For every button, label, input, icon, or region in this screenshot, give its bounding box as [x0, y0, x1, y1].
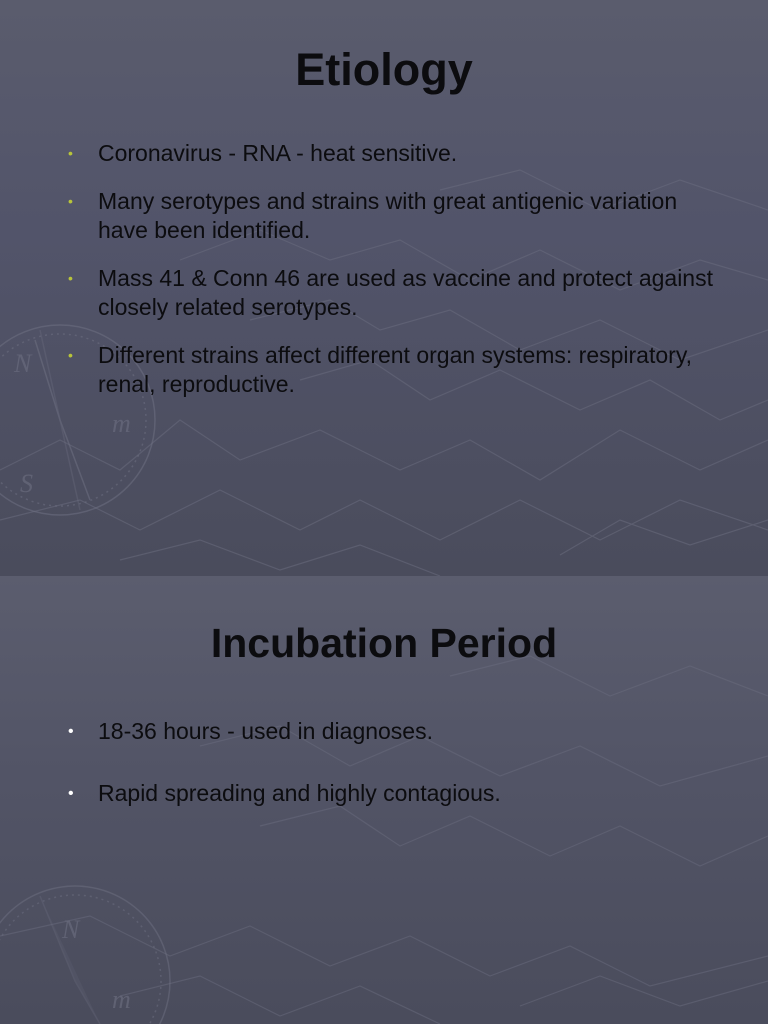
bullet-icon: • [68, 347, 73, 363]
compass-letter-s: S [20, 469, 33, 498]
bullet-icon: • [68, 145, 73, 161]
compass-letter-m: m [112, 409, 131, 438]
slide-incubation-period [0, 576, 768, 1024]
bullet-text: Mass 41 & Conn 46 are used as vaccine and protect against closely related serotypes. [98, 265, 713, 320]
bullet-icon: • [68, 785, 74, 802]
bullet-text: Rapid spreading and highly contagious. [98, 780, 501, 806]
bullet-text: 18-36 hours - used in diagnoses. [98, 718, 433, 744]
bullet-icon: • [68, 723, 74, 740]
bullet-list [0, 717, 551, 841]
list-item [0, 341, 768, 399]
list-item [0, 779, 551, 808]
bullet-text: Different strains affect different organ systems: respiratory, renal, reproductive. [98, 342, 693, 397]
bullet-text: Coronavirus - RNA - heat sensitive. [98, 140, 458, 166]
list-item [0, 139, 768, 168]
compass-letter-m: m [112, 985, 131, 1014]
compass-letter-n: N [62, 915, 80, 944]
bullet-icon: • [68, 270, 73, 286]
bullet-list [0, 139, 768, 418]
compass-rose-icon [0, 886, 170, 1024]
list-item [0, 264, 768, 322]
bullet-icon: • [68, 193, 73, 209]
bullet-text: Many serotypes and strains with great antigenic variation have been identified. [98, 188, 678, 243]
list-item [0, 717, 551, 746]
list-item [0, 187, 768, 245]
slide-title: Etiology [295, 44, 473, 95]
slide-title: Incubation Period [210, 620, 558, 666]
compass-letter-n: N [14, 349, 32, 378]
